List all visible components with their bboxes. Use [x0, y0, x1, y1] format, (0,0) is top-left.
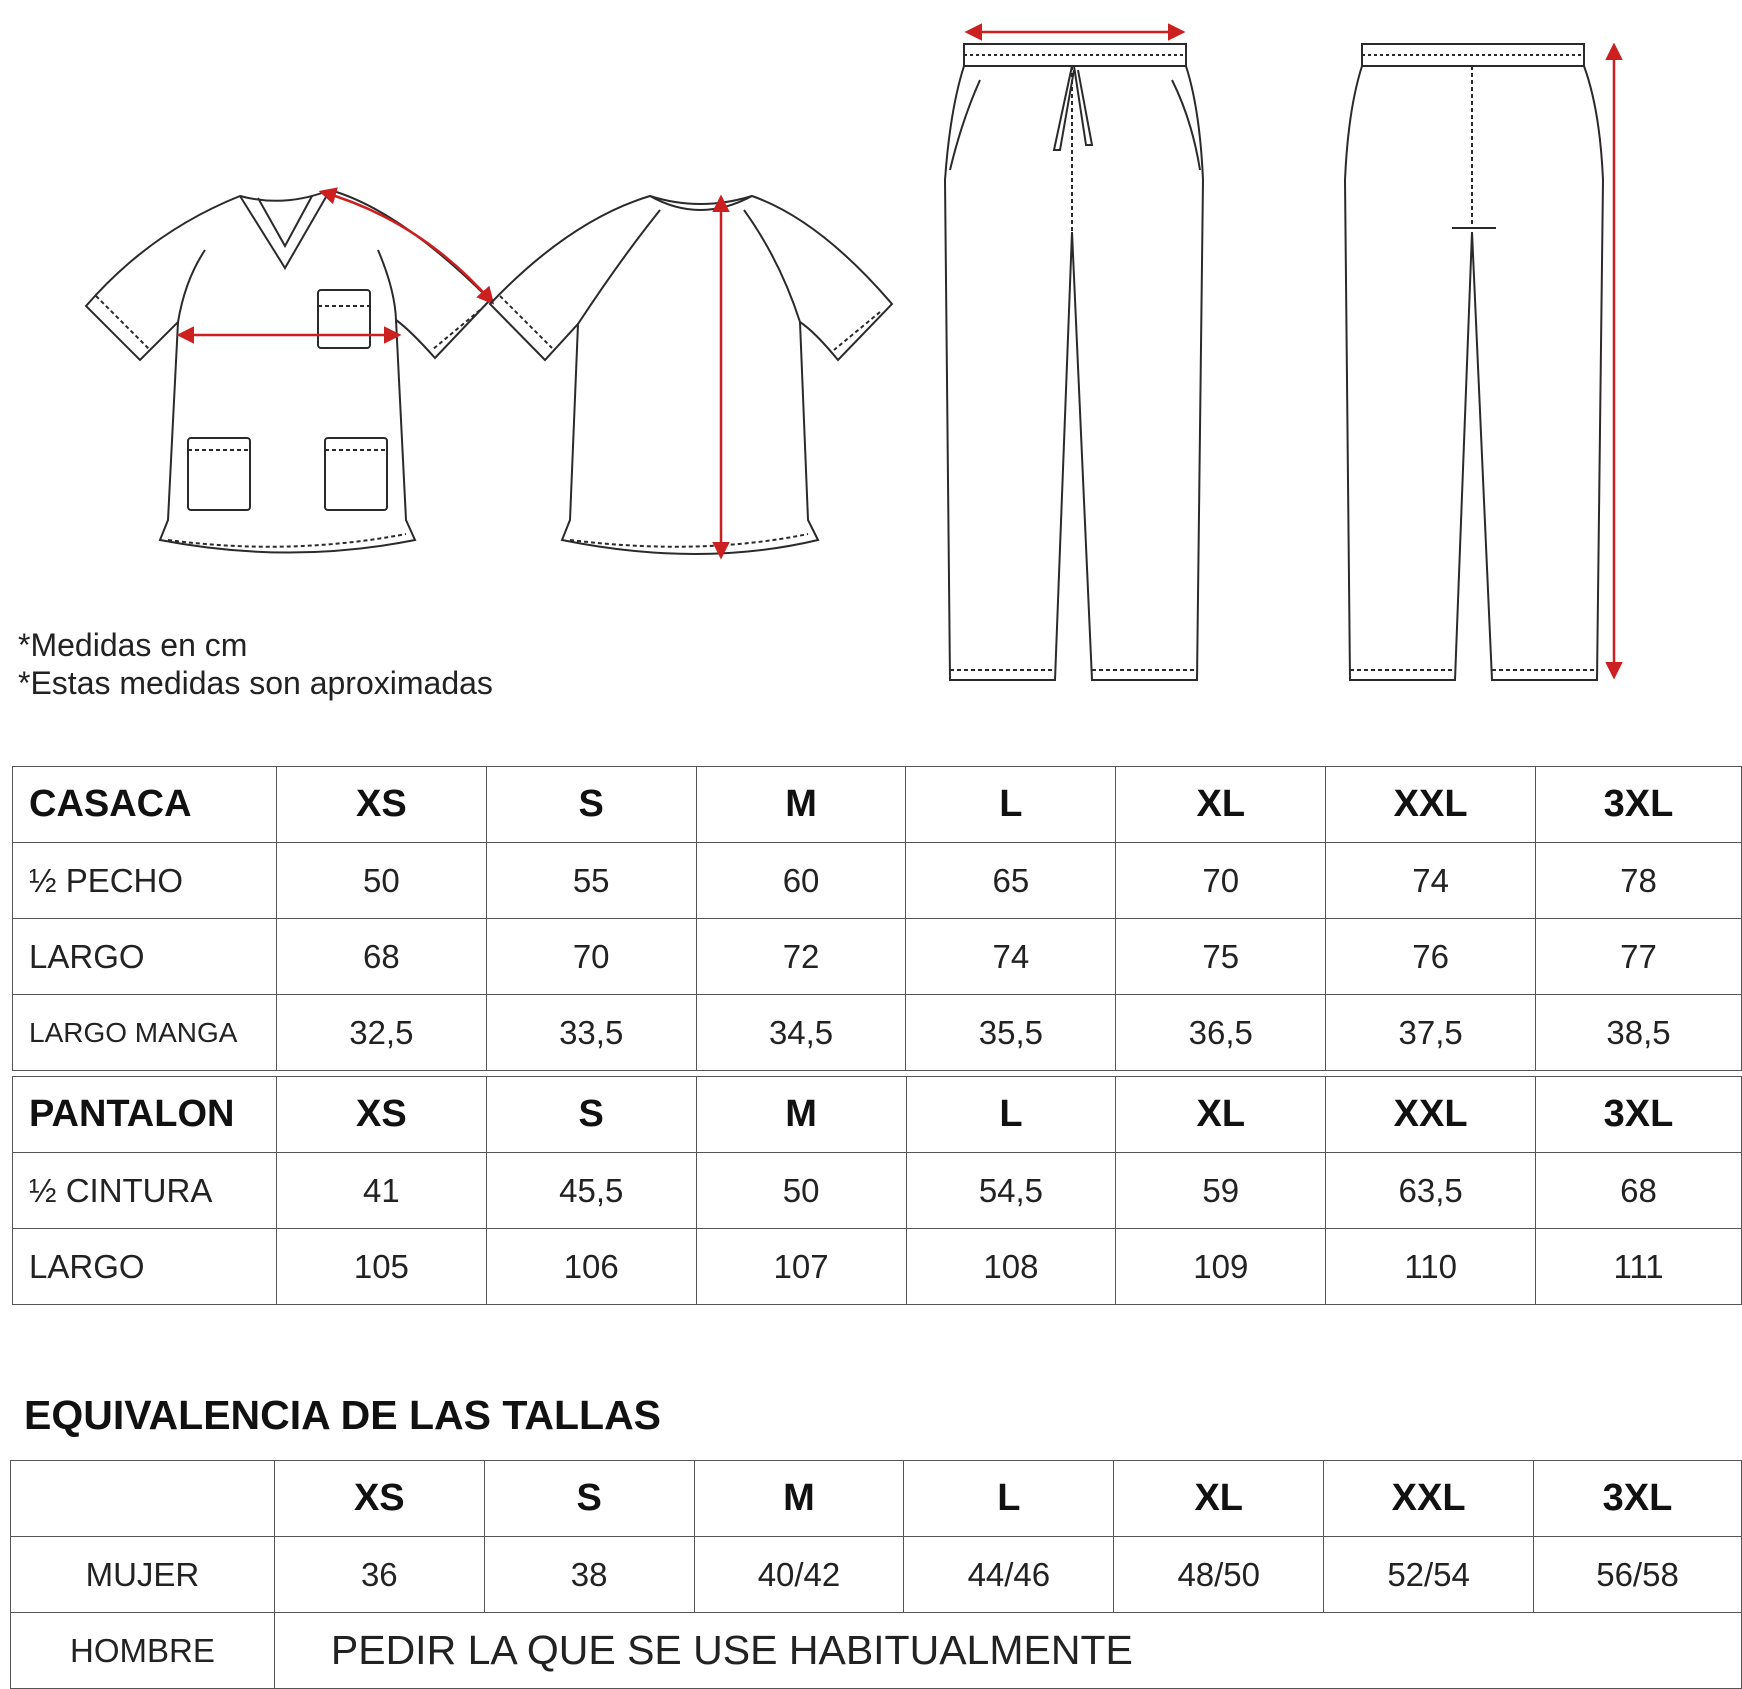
cell: 106	[486, 1229, 696, 1305]
cell: 35,5	[906, 995, 1116, 1071]
size-header: XS	[276, 1077, 486, 1153]
cell: 65	[906, 843, 1116, 919]
table-row	[13, 919, 1742, 995]
cell: 63,5	[1326, 1153, 1536, 1229]
size-header: XS	[276, 767, 486, 843]
cell: 36	[274, 1537, 484, 1613]
hombre-note: PEDIR LA QUE SE USE HABITUALMENTE	[274, 1613, 1741, 1689]
note-units: *Medidas en cm	[18, 627, 248, 663]
casaca-header-row	[13, 767, 1742, 843]
cell: 108	[906, 1229, 1116, 1305]
size-header: S	[484, 1461, 694, 1537]
cell: 34,5	[696, 995, 906, 1071]
cell: 50	[276, 843, 486, 919]
empty-corner-cell	[11, 1461, 275, 1537]
pantalon-title: PANTALON	[13, 1077, 277, 1153]
row-label: LARGO	[13, 1229, 277, 1305]
row-label: MUJER	[11, 1537, 275, 1613]
cell: 54,5	[906, 1153, 1116, 1229]
size-header: M	[696, 767, 906, 843]
cell: 77	[1536, 919, 1742, 995]
table-row	[11, 1537, 1742, 1613]
size-header: S	[486, 767, 696, 843]
cell: 45,5	[486, 1153, 696, 1229]
cell: 111	[1536, 1229, 1742, 1305]
size-header: XL	[1116, 1077, 1326, 1153]
garment-illustration	[0, 0, 1742, 720]
cell: 107	[696, 1229, 906, 1305]
size-header: L	[906, 767, 1116, 843]
cell: 109	[1116, 1229, 1326, 1305]
casaca-title: CASACA	[13, 767, 277, 843]
cell: 37,5	[1326, 995, 1536, 1071]
table-row	[11, 1613, 1742, 1689]
scrub-pants-back-icon	[1345, 44, 1603, 680]
cell: 59	[1116, 1153, 1326, 1229]
size-header: XXL	[1326, 1077, 1536, 1153]
table-row	[13, 995, 1742, 1071]
table-row	[13, 1153, 1742, 1229]
row-label: ½ CINTURA	[13, 1153, 277, 1229]
cell: 68	[276, 919, 486, 995]
cell: 52/54	[1324, 1537, 1534, 1613]
size-header: S	[486, 1077, 696, 1153]
scrub-top-back-icon	[490, 196, 892, 554]
cell: 110	[1326, 1229, 1536, 1305]
equivalencia-header-row	[11, 1461, 1742, 1537]
size-header: 3XL	[1534, 1461, 1742, 1537]
size-header: 3XL	[1536, 1077, 1742, 1153]
row-label: LARGO MANGA	[13, 995, 277, 1071]
table-row	[13, 843, 1742, 919]
pantalon-header-row	[13, 1077, 1742, 1153]
size-header: XS	[274, 1461, 484, 1537]
cell: 74	[906, 919, 1116, 995]
size-header: M	[696, 1077, 906, 1153]
cell: 50	[696, 1153, 906, 1229]
equivalencia-table	[10, 1460, 1742, 1689]
row-label: ½ PECHO	[13, 843, 277, 919]
row-label: HOMBRE	[11, 1613, 275, 1689]
cell: 70	[486, 919, 696, 995]
cell: 44/46	[904, 1537, 1114, 1613]
cell: 55	[486, 843, 696, 919]
cell: 38	[484, 1537, 694, 1613]
note-approximate: *Estas medidas son aproximadas	[18, 665, 493, 701]
cell: 56/58	[1534, 1537, 1742, 1613]
cell: 70	[1116, 843, 1326, 919]
cell: 105	[276, 1229, 486, 1305]
scrub-pants-front-icon	[945, 44, 1203, 680]
equivalencia-title: EQUIVALENCIA DE LAS TALLAS	[24, 1392, 662, 1438]
size-header: XL	[1114, 1461, 1324, 1537]
cell: 48/50	[1114, 1537, 1324, 1613]
cell: 75	[1116, 919, 1326, 995]
cell: 40/42	[694, 1537, 904, 1613]
cell: 60	[696, 843, 906, 919]
size-header: XXL	[1324, 1461, 1534, 1537]
size-header: 3XL	[1536, 767, 1742, 843]
cell: 74	[1326, 843, 1536, 919]
cell: 38,5	[1536, 995, 1742, 1071]
cell: 33,5	[486, 995, 696, 1071]
casaca-size-table	[12, 766, 1742, 1071]
measurement-notes	[18, 626, 493, 702]
cell: 78	[1536, 843, 1742, 919]
cell: 36,5	[1116, 995, 1326, 1071]
cell: 76	[1326, 919, 1536, 995]
cell: 68	[1536, 1153, 1742, 1229]
cell: 41	[276, 1153, 486, 1229]
cell: 32,5	[276, 995, 486, 1071]
row-label: LARGO	[13, 919, 277, 995]
cell: 72	[696, 919, 906, 995]
size-header: XL	[1116, 767, 1326, 843]
size-header: XXL	[1326, 767, 1536, 843]
table-row	[13, 1229, 1742, 1305]
size-header: L	[906, 1077, 1116, 1153]
size-header: M	[694, 1461, 904, 1537]
size-header: L	[904, 1461, 1114, 1537]
pantalon-size-table	[12, 1076, 1742, 1305]
